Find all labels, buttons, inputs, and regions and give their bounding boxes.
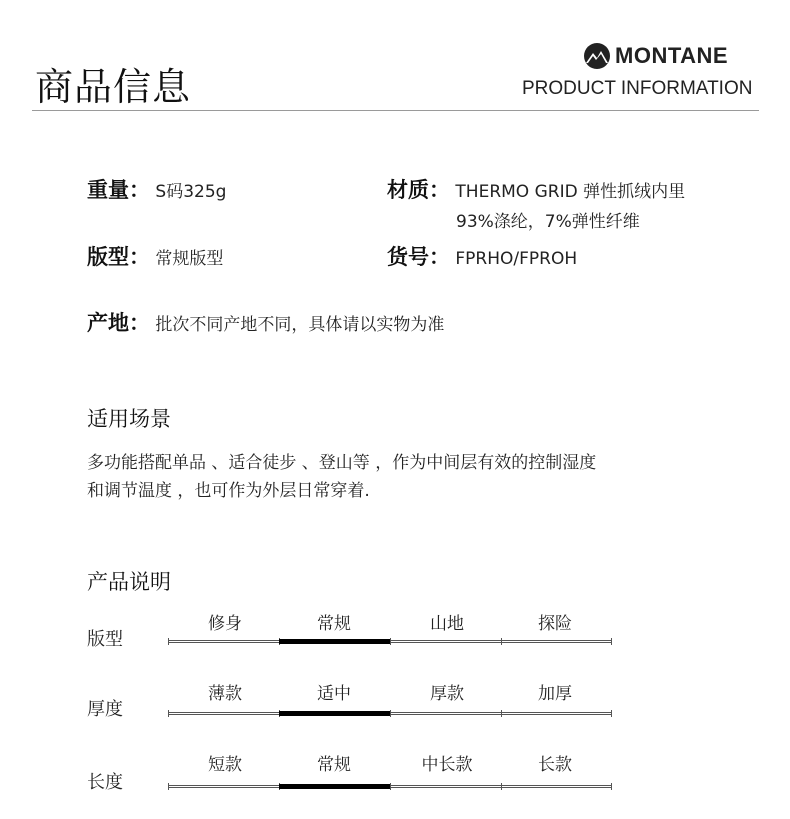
usage-text-line-1: 多功能搭配单品 、适合徒步 、登山等 ，作为中间层有效的控制湿度	[87, 453, 597, 473]
spec-origin: 产地： 批次不同产地不同，具体请以实物为准	[87, 311, 445, 335]
scale-bar-length	[168, 784, 612, 789]
scale-option: 修身	[208, 614, 242, 634]
spec-fit-value: 常规版型	[155, 249, 224, 269]
brand	[583, 42, 728, 70]
spec-item-no-label: 货号	[387, 245, 429, 269]
description-title: 产品说明	[87, 570, 171, 594]
spec-material-label: 材质	[387, 178, 429, 202]
spec-fit-label: 版型	[87, 245, 129, 269]
scale-option: 探险	[538, 614, 572, 634]
scale-option: 中长款	[421, 755, 473, 775]
header-divider	[32, 110, 759, 111]
scale-option: 常规	[317, 614, 351, 634]
scale-selected-segment	[279, 639, 390, 644]
scale-row-label-fit: 版型	[87, 629, 123, 650]
scale-bar-thickness	[168, 711, 612, 716]
spec-weight-value: S码325g	[155, 182, 227, 202]
spec-material: 材质： THERMO GRID 弹性抓绒内里	[387, 178, 686, 202]
scale-option: 山地	[430, 614, 464, 634]
usage-title: 适用场景	[87, 407, 171, 431]
scale-option: 薄款	[208, 684, 242, 704]
scale-selected-segment	[279, 784, 390, 789]
scale-option: 长款	[538, 755, 572, 775]
spec-origin-value: 批次不同产地不同，具体请以实物为准	[155, 315, 445, 335]
scale-option: 短款	[208, 755, 242, 775]
spec-origin-label: 产地	[87, 311, 129, 335]
spec-fit: 版型： 常规版型	[87, 245, 224, 269]
spec-item-no: 货号： FPRHO/FPROH	[387, 245, 578, 269]
mountain-logo-icon	[583, 42, 611, 70]
brand-subtitle: PRODUCT INFORMATION	[522, 78, 753, 99]
scale-option: 适中	[317, 684, 351, 704]
spec-material-value: THERMO GRID 弹性抓绒内里	[455, 182, 686, 202]
scale-bar-fit	[168, 639, 612, 644]
scale-option: 常规	[317, 755, 351, 775]
page-title: 商品信息	[35, 65, 192, 109]
scale-option: 加厚	[538, 684, 572, 704]
scale-row-label-thickness: 厚度	[87, 699, 123, 720]
spec-material-value-2: 93%涤纶，7%弹性纤维	[456, 212, 640, 232]
spec-weight-label: 重量	[87, 178, 129, 202]
spec-weight: 重量： S码325g	[87, 178, 227, 202]
scale-option: 厚款	[430, 684, 464, 704]
scale-row-label-length: 长度	[87, 772, 123, 793]
brand-name: MONTANE	[615, 43, 729, 68]
scale-selected-segment	[279, 711, 390, 716]
spec-item-no-value: FPRHO/FPROH	[455, 249, 578, 269]
usage-text-line-2: 和调节温度 ，也可作为外层日常穿着.	[87, 481, 370, 501]
